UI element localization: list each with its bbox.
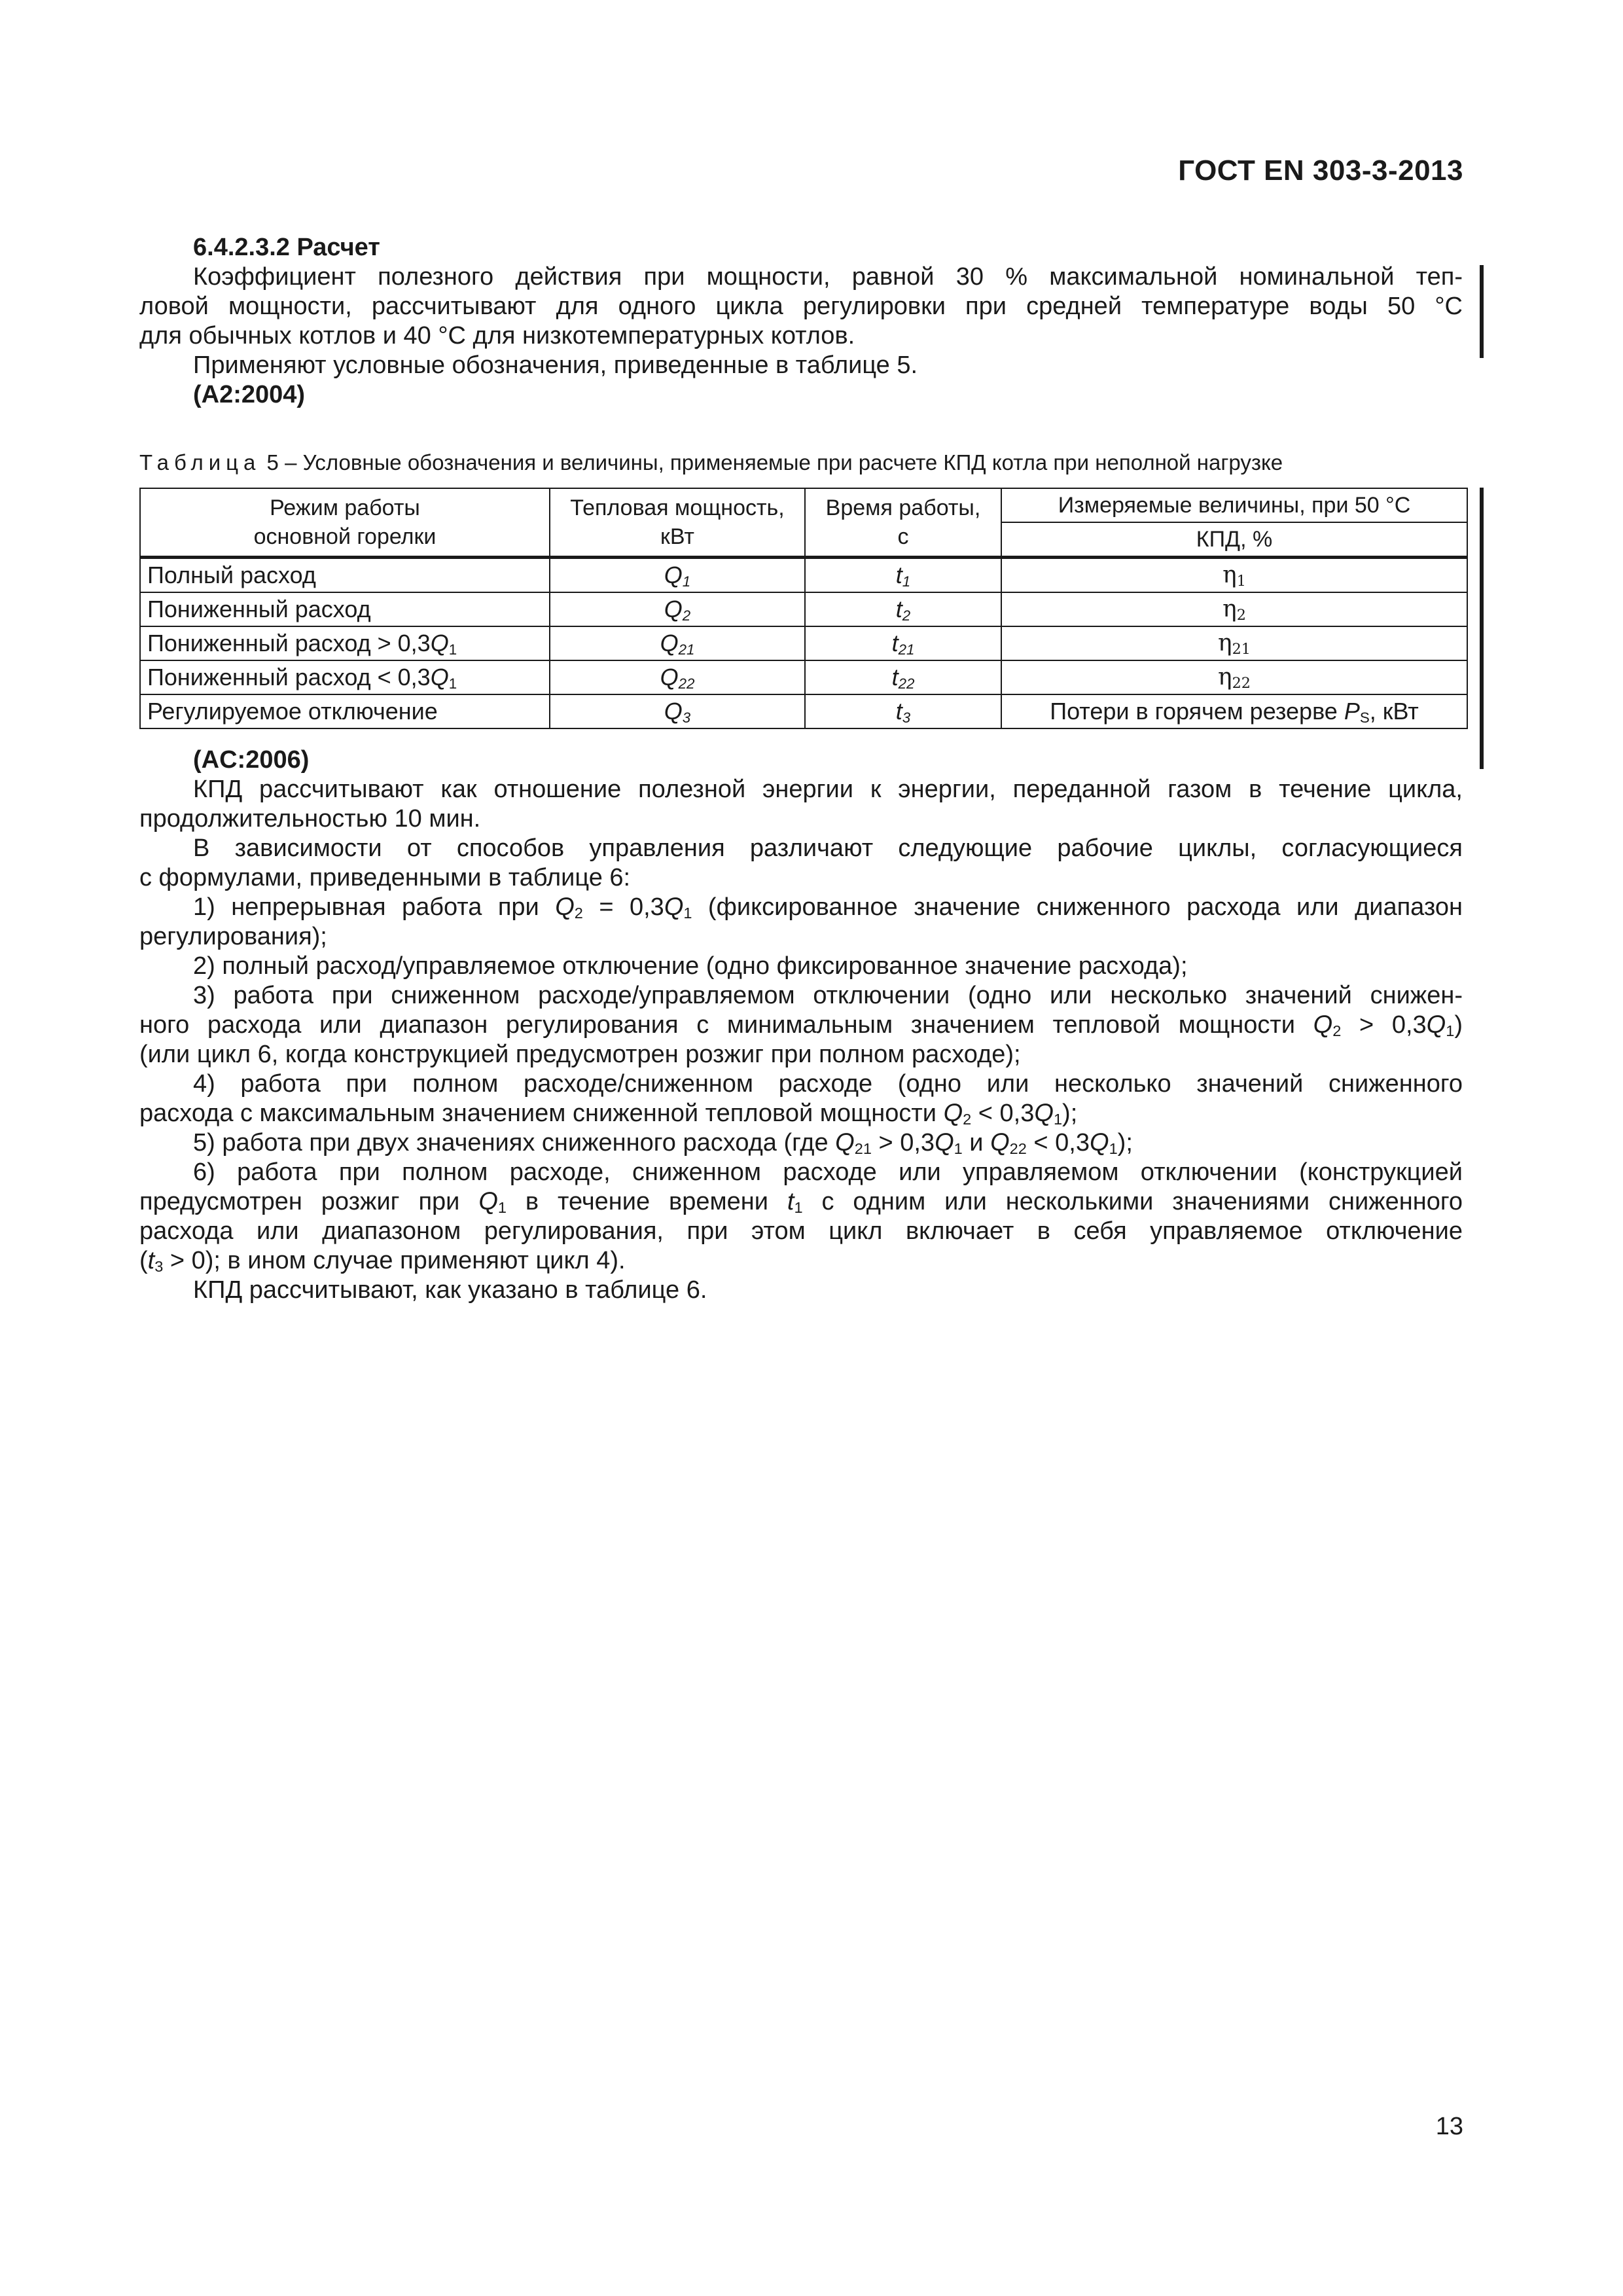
table-row — [140, 592, 1467, 626]
cell-time — [805, 558, 1001, 593]
change-bar — [1480, 265, 1484, 358]
time-symbol: t — [895, 698, 902, 725]
eta-subscript: 1 — [1236, 572, 1246, 590]
cell-time — [805, 592, 1001, 626]
paragraph-line: Коэффициент полезного действия при мощности, равной 30 % максимальной номинальной теп- — [193, 263, 1463, 291]
mode-text: Пониженный расход > 0,3 — [147, 630, 431, 656]
table-caption-label: Таблица — [139, 450, 261, 475]
header-power-l2: кВт — [660, 524, 694, 549]
power-subscript: 3 — [682, 709, 691, 726]
eta-subscript: 2 — [1236, 606, 1246, 624]
list-item-continuation: предусмотрен розжиг при $Q_1$ в течение времени $t_1$ с одним или несколькими значениями сниженного — [139, 1188, 1463, 1217]
cell-mode — [140, 558, 550, 593]
section-title: 6.4.2.3.2 Расчет — [193, 234, 380, 261]
cell-mode — [140, 592, 550, 626]
cell-time — [805, 626, 1001, 660]
table-row — [140, 694, 1467, 728]
cell-time — [805, 694, 1001, 728]
power-subscript: 22 — [678, 675, 695, 692]
power-subscript: 21 — [678, 641, 695, 658]
document-code: ГОСТ EN 303-3-2013 — [1178, 154, 1463, 187]
time-subscript: 1 — [902, 573, 911, 590]
power-symbol: Q — [664, 562, 683, 588]
standby-loss-unit: , кВт — [1369, 698, 1419, 725]
mode-q-subscript: 1 — [448, 675, 457, 692]
mode-text: Полный расход — [147, 562, 316, 588]
table-caption-text: 5 – Условные обозначения и величины, применяемые при расчете КПД котла при неполной нагрузке — [260, 450, 1283, 475]
power-symbol: Q — [664, 596, 683, 622]
list-item-continuation: ного расхода или диапазон регулирования с минимальным значением тепловой мощности $Q_2 > 0,3Q_1$) — [139, 1011, 1463, 1040]
mode-text: Пониженный расход < 0,3 — [147, 664, 431, 691]
list-item: 2) полный расход/управляемое отключение (одно фиксированное значение расхода); — [193, 952, 1188, 980]
power-symbol: Q — [660, 664, 679, 691]
table-row — [140, 558, 1467, 593]
standby-loss-text: Потери в горячем резерве — [1050, 698, 1344, 725]
cell-mode — [140, 626, 550, 660]
cell-efficiency — [1001, 626, 1467, 660]
header-measured: Измеряемые величины, при 50 °C — [1001, 488, 1467, 522]
body-block — [139, 745, 1463, 1305]
intro-block — [139, 233, 1463, 410]
cell-power — [550, 660, 805, 694]
header-efficiency: КПД, % — [1001, 522, 1467, 558]
list-item: 6) работа при полном расходе, сниженном расходе или управляемом отключении (конструкцией — [193, 1158, 1463, 1186]
list-item: 3) работа при сниженном расходе/управляемом отключении (одно или несколько значений снижен- — [193, 982, 1463, 1009]
paragraph: КПД рассчитывают, как указано в таблице 6. — [193, 1276, 707, 1304]
page-number: 13 — [1435, 2113, 1463, 2140]
paragraph-line: КПД рассчитывают как отношение полезной энергии к энергии, переданной газом в течение цикла, — [193, 776, 1463, 803]
header-time-l1: Время работы, — [825, 495, 981, 520]
time-subscript: 22 — [898, 675, 915, 692]
header-power-l1: Тепловая мощность, — [570, 495, 785, 520]
time-subscript: 3 — [902, 709, 911, 726]
standby-loss-subscript: S — [1359, 709, 1370, 726]
paragraph-line: с формулами, приведенными в таблице 6: — [139, 864, 631, 891]
paragraph-line: ловой мощности, рассчитывают для одного цикла регулировки при средней температуре воды 50 °C — [139, 293, 1463, 320]
header-mode-l1: Режим работы — [270, 495, 420, 520]
amendment-ref: (AC:2006) — [193, 746, 310, 774]
time-subscript: 21 — [898, 641, 915, 658]
table-header-row — [140, 488, 1467, 522]
header-mode-l2: основной горелки — [253, 524, 437, 549]
eta-symbol: η — [1222, 596, 1237, 622]
symbols-table — [139, 488, 1468, 729]
mode-text: Регулируемое отключение — [147, 698, 438, 725]
power-symbol: Q — [664, 698, 683, 725]
paragraph-line: для обычных котлов и 40 °C для низкотемпературных котлов. — [139, 322, 855, 350]
table-row — [140, 626, 1467, 660]
eta-symbol: η — [1218, 664, 1232, 691]
power-subscript: 1 — [682, 573, 691, 590]
cell-power — [550, 626, 805, 660]
amendment-ref: (A2:2004) — [193, 381, 306, 408]
mode-q-symbol: Q — [430, 664, 449, 691]
list-item-continuation: (или цикл 6, когда конструкцией предусмотрен розжиг при полном расходе); — [139, 1041, 1021, 1068]
cell-efficiency — [1001, 558, 1467, 593]
cell-standby-loss — [1001, 694, 1467, 728]
header-power — [550, 488, 805, 558]
paragraph-line: В зависимости от способов управления различают следующие рабочие циклы, согласующиеся — [193, 834, 1463, 862]
cell-mode — [140, 694, 550, 728]
table-caption — [139, 450, 1283, 475]
cell-power — [550, 592, 805, 626]
power-symbol: Q — [660, 630, 679, 656]
mode-q-symbol: Q — [430, 630, 449, 656]
time-symbol: t — [891, 664, 899, 691]
cell-efficiency — [1001, 592, 1467, 626]
list-item-continuation: расхода с максимальным значением сниженной тепловой мощности $Q_2 < 0,3Q_1$); — [139, 1100, 1078, 1128]
list-item-continuation: расхода или диапазоном регулирования, при этом цикл включает в себя управляемое отключение — [139, 1217, 1463, 1245]
list-item: 5) работа при двух значениях сниженного расхода (где $Q_{21} > 0,3Q_1$ и $Q_{22} < 0,3Q_1$); — [193, 1129, 1133, 1158]
list-item-continuation: регулирования); — [139, 923, 327, 950]
time-subscript: 2 — [902, 607, 911, 624]
header-time-l2: с — [897, 524, 909, 549]
time-symbol: t — [895, 596, 902, 622]
header-time — [805, 488, 1001, 558]
cell-power — [550, 558, 805, 593]
standby-loss-symbol: P — [1344, 698, 1360, 725]
header-mode — [140, 488, 550, 558]
cell-efficiency — [1001, 660, 1467, 694]
eta-subscript: 22 — [1232, 674, 1251, 692]
list-item: 4) работа при полном расходе/сниженном расходе (одно или несколько значений сниженного — [193, 1070, 1463, 1098]
eta-symbol: η — [1222, 562, 1237, 588]
list-item-continuation: $(t_3 > 0)$; в ином случае применяют цикл 4). — [139, 1247, 626, 1276]
eta-symbol: η — [1218, 630, 1232, 656]
cell-mode — [140, 660, 550, 694]
time-symbol: t — [895, 562, 902, 588]
eta-subscript: 21 — [1232, 640, 1251, 658]
power-subscript: 2 — [682, 607, 691, 624]
list-item: 1) непрерывная работа при $Q_2 = 0,3Q_1$ (фиксированное значение сниженного расхода или диапазон — [193, 893, 1463, 922]
change-bar — [1480, 488, 1484, 769]
mode-text: Пониженный расход — [147, 596, 371, 622]
mode-q-subscript: 1 — [448, 641, 457, 658]
cell-time — [805, 660, 1001, 694]
paragraph: Применяют условные обозначения, приведенные в таблице 5. — [193, 351, 918, 379]
paragraph-line: продолжительностью 10 мин. — [139, 805, 481, 833]
cell-power — [550, 694, 805, 728]
table-row — [140, 660, 1467, 694]
time-symbol: t — [891, 630, 899, 656]
